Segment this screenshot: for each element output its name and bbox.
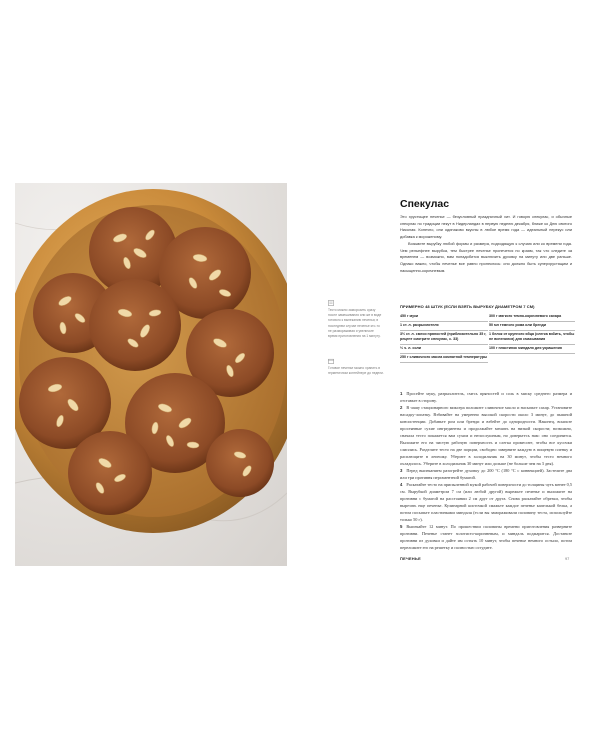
recipe-step: 1 Просейте муку, разрыхлитель, смесь пряностей и соль в миску среднего размера и отставьте в сторону. xyxy=(400,391,572,403)
ingredient-item: 1 ст. л. разрыхлителя xyxy=(400,323,488,331)
ingredient-item: 300 г мягкого темно-коричневого сахара xyxy=(489,314,575,322)
recipe-steps xyxy=(400,390,572,551)
recipe-title: Спекулас xyxy=(400,198,450,210)
recipe-step: 2 В чашу стационарного миксера положите сливочное масло и насыпьте сахар. Установите насадку-лопатку. Взбивайте на умеренно высокой скорости около 3 минут, до пышной консистенции. Добавьте ром или бренди и взбейте до однородности. Наконец, всыпьте просеянные сухие ингредиенты и продолжайте мешать на низкой скорости; возможно, сначала тесто покажется вам сухим и непослушным, но доверьтесь нам: оно соединится. Выложите его на чистую рабочую поверхность и слегка промесите, чтобы все кусочки слиплись. Разделите тесто на две порции, свободно заверните каждую в пищевую пленку и расплющите в лепешку. Уберите в холодильник на 30 минут, чтобы тесто немного охладилось. Уберите в холодильник 30 минут или дольше (не больше чем на 3 дня). xyxy=(400,405,572,466)
cookies-photo xyxy=(15,183,287,566)
page-number: 97 xyxy=(565,556,570,561)
ingredient-item: 50 мл темного рома или бренди xyxy=(489,323,575,331)
recipe-step: 5 Выпекайте 12 минут. По прошествии половины времени приготовления разверните противни. Печенье станет золотисто-коричневым, и миндаль поджарится. Достаньте противни из духовки и дайте им остыть 10 минут, чтобы печенье немного остыло, потом переложите его на решетку и полностью остудите. xyxy=(400,524,572,550)
recipe-intro xyxy=(400,214,572,274)
note-icon xyxy=(328,300,334,306)
intro-paragraph: Возьмите вырубку любой формы и размера, подходящую к случаю или ко времени года. Чем рельефнее вырубка, тем быстрее печенье пропечется по краям, так что следите за временем — возможно, вам понадобится выключить духовку на минуту или две раньше. Однако важно, чтобы печенье все равно пропеклось: оно должно быть суперхрустящим и насыщенно-коричневым. xyxy=(400,240,572,273)
intro-paragraph: Это хрустящее печенье — безусловный праздничный хит. И говорю спекулас, и обычные спекулас по традиции пекут в Нидерландах в первую неделю декабря, ближе ко Дню святого Николая. Конечно, они одинаково вкусны в любое время года — идеальный перекус или добавка к мороженому. xyxy=(400,214,572,240)
margin-note-text: Тесто можно заморозить сразу после замешивания или же в виде готового к выпеканию печенья; в последнем случае печенье кто-то не размораживая и увеличьте время приготовления на 1 минуту. xyxy=(328,308,382,339)
margin-note-freezing xyxy=(328,300,384,339)
cookies-photo-illustration xyxy=(15,183,287,566)
ingredients-left-column xyxy=(400,314,488,364)
ingredient-item: 450 г муки xyxy=(400,314,488,322)
ingredient-item: 100 г пластинок миндаля для украшения xyxy=(489,346,575,354)
margin-note-storage xyxy=(328,358,384,376)
margin-note-text: Готовое печенье можно хранить в герметичном контейнере до недели. xyxy=(328,366,384,376)
ingredients-heading: ПРИМЕРНО 48 ШТУК (ЕСЛИ ВЗЯТЬ ВЫРУБКУ ДИАМЕТРОМ 7 СМ) xyxy=(400,304,535,309)
recipe-step: 4 Раскатайте тесто на припыленной мукой рабочей поверхности до толщины чуть менее 0,5 см. Вырубкой диаметром 7 см (или любой другой) вырежьте печенье и выложите на противни с бумагой на расстоянии 2 см друг от друга. Снова раскатайте обрезки, чтобы вырезать еще печенье. Кулинарной кисточкой смажьте каждое печенье капелькой белка, а потом посыпьте пластинками миндаля (если вы замораживали половину теста, используйте только 50 г). xyxy=(400,482,572,522)
recipe-step: 3 Перед выпеканием разогрейте духовку до 200 °C (180 °C с конвекцией). Застелите два или три противня пергаментной бумагой. xyxy=(400,468,572,480)
ingredient-item: 1 белок от крупного яйца (слегка взбить, чтобы не вспенился) для смазывания xyxy=(489,332,575,345)
ingredient-item: 3½ ст. л. смеси пряностей (приблизительно 35 г, рецепт смотрите спекулас, с. 33) xyxy=(400,332,488,345)
section-footer: ПЕЧЕНЬЕ xyxy=(400,556,422,561)
ingredients-right-column xyxy=(489,314,575,355)
container-icon xyxy=(328,358,334,364)
ingredient-item: ⅓ ч. л. соли xyxy=(400,346,488,354)
ingredient-item: 250 г сливочного масла комнатной температуры xyxy=(400,355,488,363)
